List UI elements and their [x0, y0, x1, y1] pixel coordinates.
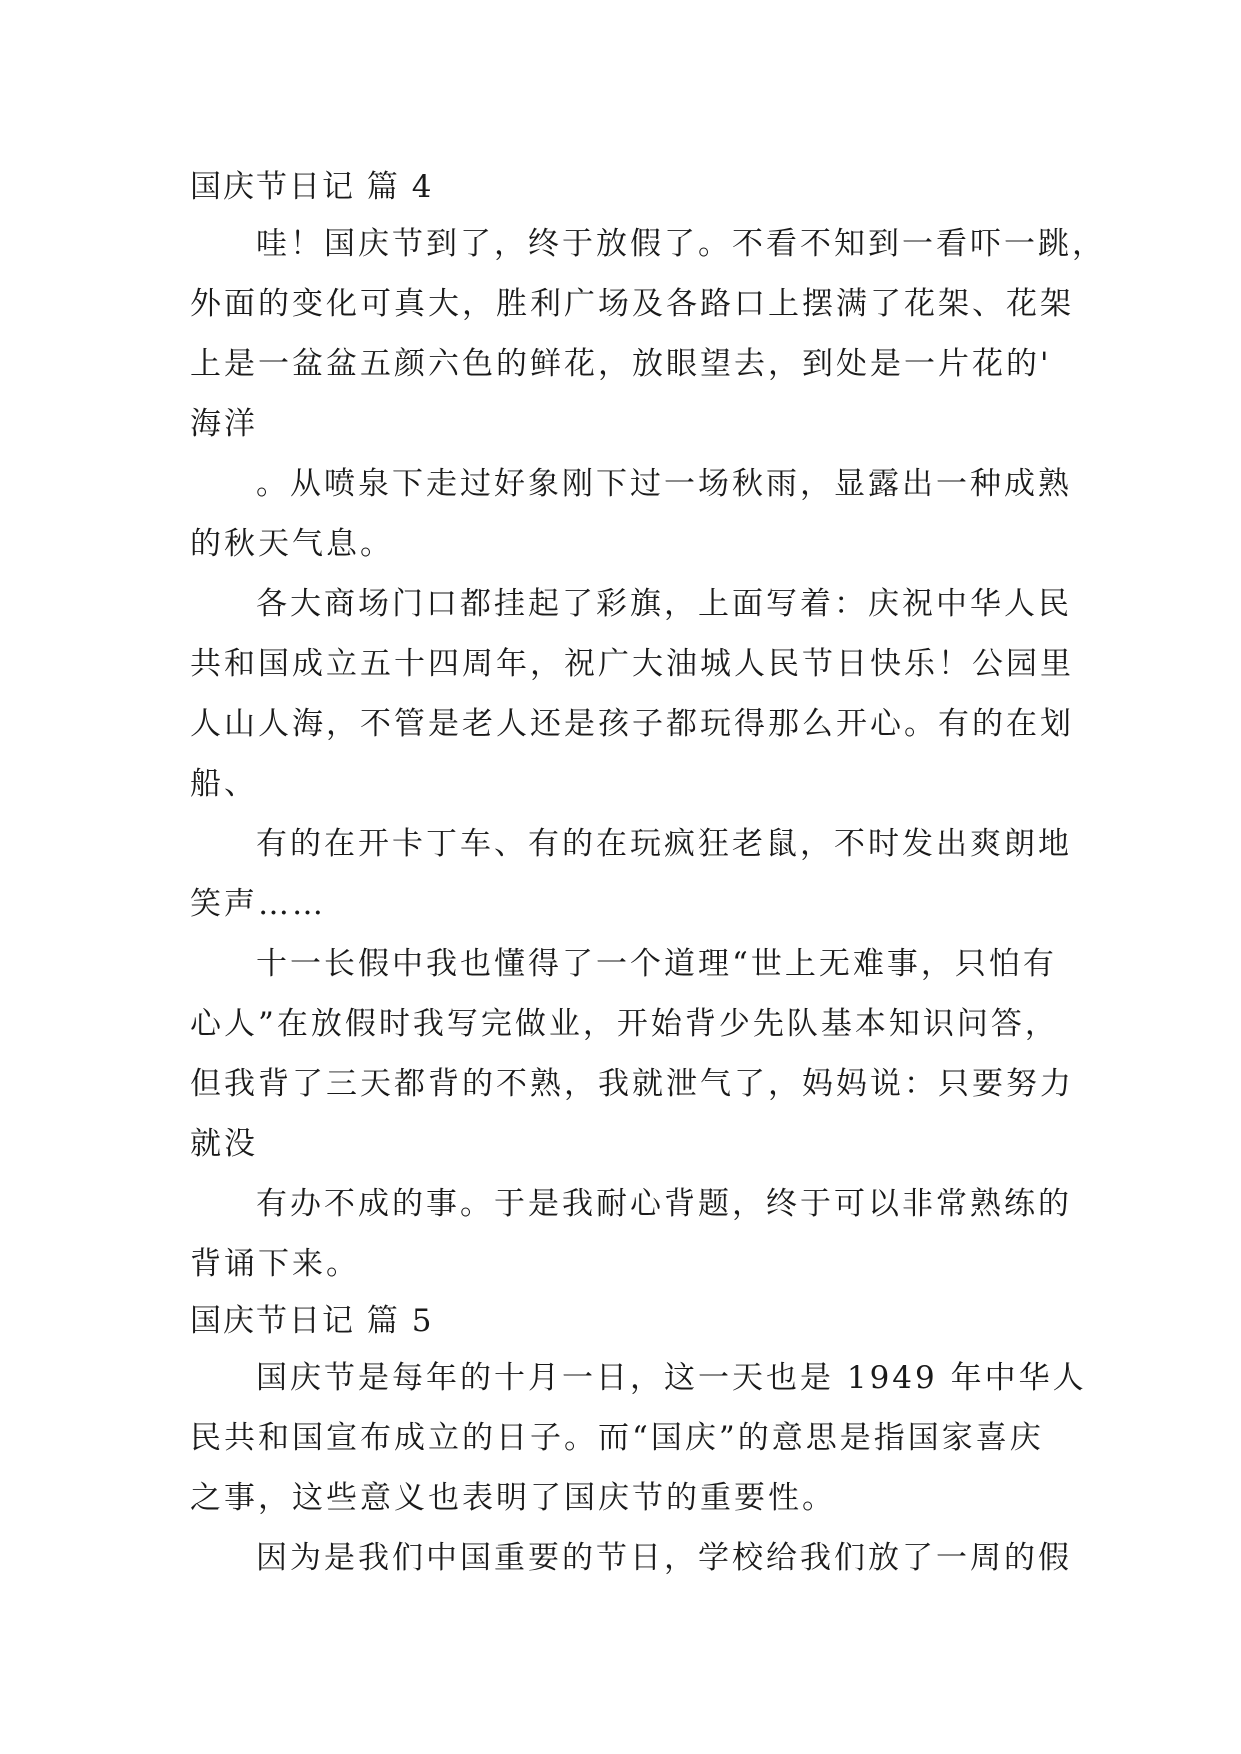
paragraph-line: 上是一盆盆五颜六色的鲜花，放眼望去，到处是一片花的' — [190, 346, 1052, 382]
paragraph-line: 哇！国庆节到了，终于放假了。不看不知到一看吓一跳， — [256, 226, 1106, 262]
paragraph — [190, 1174, 1072, 1294]
diary-entry-4 — [190, 160, 1106, 1294]
paragraph-line: 十一长假中我也懂得了一个道理“世上无难事，只怕有 — [256, 946, 1057, 982]
paragraph-line: 之事，这些意义也表明了国庆节的重要性。 — [190, 1480, 836, 1516]
paragraph — [190, 214, 1106, 454]
paragraph — [190, 454, 1072, 574]
paragraph-line: 共和国成立五十四周年，祝广大油城人民节日快乐！公园里 — [190, 646, 1074, 682]
paragraph-line: 就没 — [190, 1126, 258, 1162]
paragraph-line: 人山人海，不管是老人还是孩子都玩得那么开心。有的在划 — [190, 706, 1074, 742]
paragraph-line: 但我背了三天都背的不熟，我就泄气了，妈妈说：只要努力 — [190, 1066, 1074, 1102]
paragraph — [190, 1348, 1087, 1528]
paragraph-line: 有的在开卡丁车、有的在玩疯狂老鼠，不时发出爽朗地 — [256, 826, 1072, 862]
entry-title: 国庆节日记 篇 4 — [190, 169, 434, 205]
paragraph — [190, 814, 1072, 934]
paragraph-line: 的秋天气息。 — [190, 526, 394, 562]
paragraph-line: 背诵下来。 — [190, 1246, 360, 1282]
paragraph-line: 笑声…… — [190, 886, 326, 922]
paragraph-line: 船、 — [190, 766, 258, 802]
paragraph-line: 国庆节是每年的十月一日，这一天也是 1949 年中华人 — [256, 1360, 1087, 1396]
paragraph-line: 海洋 — [190, 406, 258, 442]
document-page — [190, 160, 1106, 1588]
diary-entry-5 — [190, 1294, 1087, 1588]
entry-title: 国庆节日记 篇 5 — [190, 1303, 434, 1339]
paragraph-line: 外面的变化可真大，胜利广场及各路口上摆满了花架、花架 — [190, 286, 1074, 322]
paragraph-line: 。从喷泉下走过好象刚下过一场秋雨，显露出一种成熟 — [256, 466, 1072, 502]
paragraph — [190, 574, 1074, 814]
paragraph — [190, 1528, 1072, 1588]
paragraph-line: 各大商场门口都挂起了彩旗，上面写着：庆祝中华人民 — [256, 586, 1072, 622]
paragraph-line: 有办不成的事。于是我耐心背题，终于可以非常熟练的 — [256, 1186, 1072, 1222]
paragraph — [190, 934, 1074, 1174]
paragraph-line: 心人”在放假时我写完做业，开始背少先队基本知识问答， — [190, 1006, 1059, 1042]
paragraph-line: 因为是我们中国重要的节日，学校给我们放了一周的假 — [256, 1540, 1072, 1576]
paragraph-line: 民共和国宣布成立的日子。而“国庆”的意思是指国家喜庆 — [190, 1420, 1044, 1456]
